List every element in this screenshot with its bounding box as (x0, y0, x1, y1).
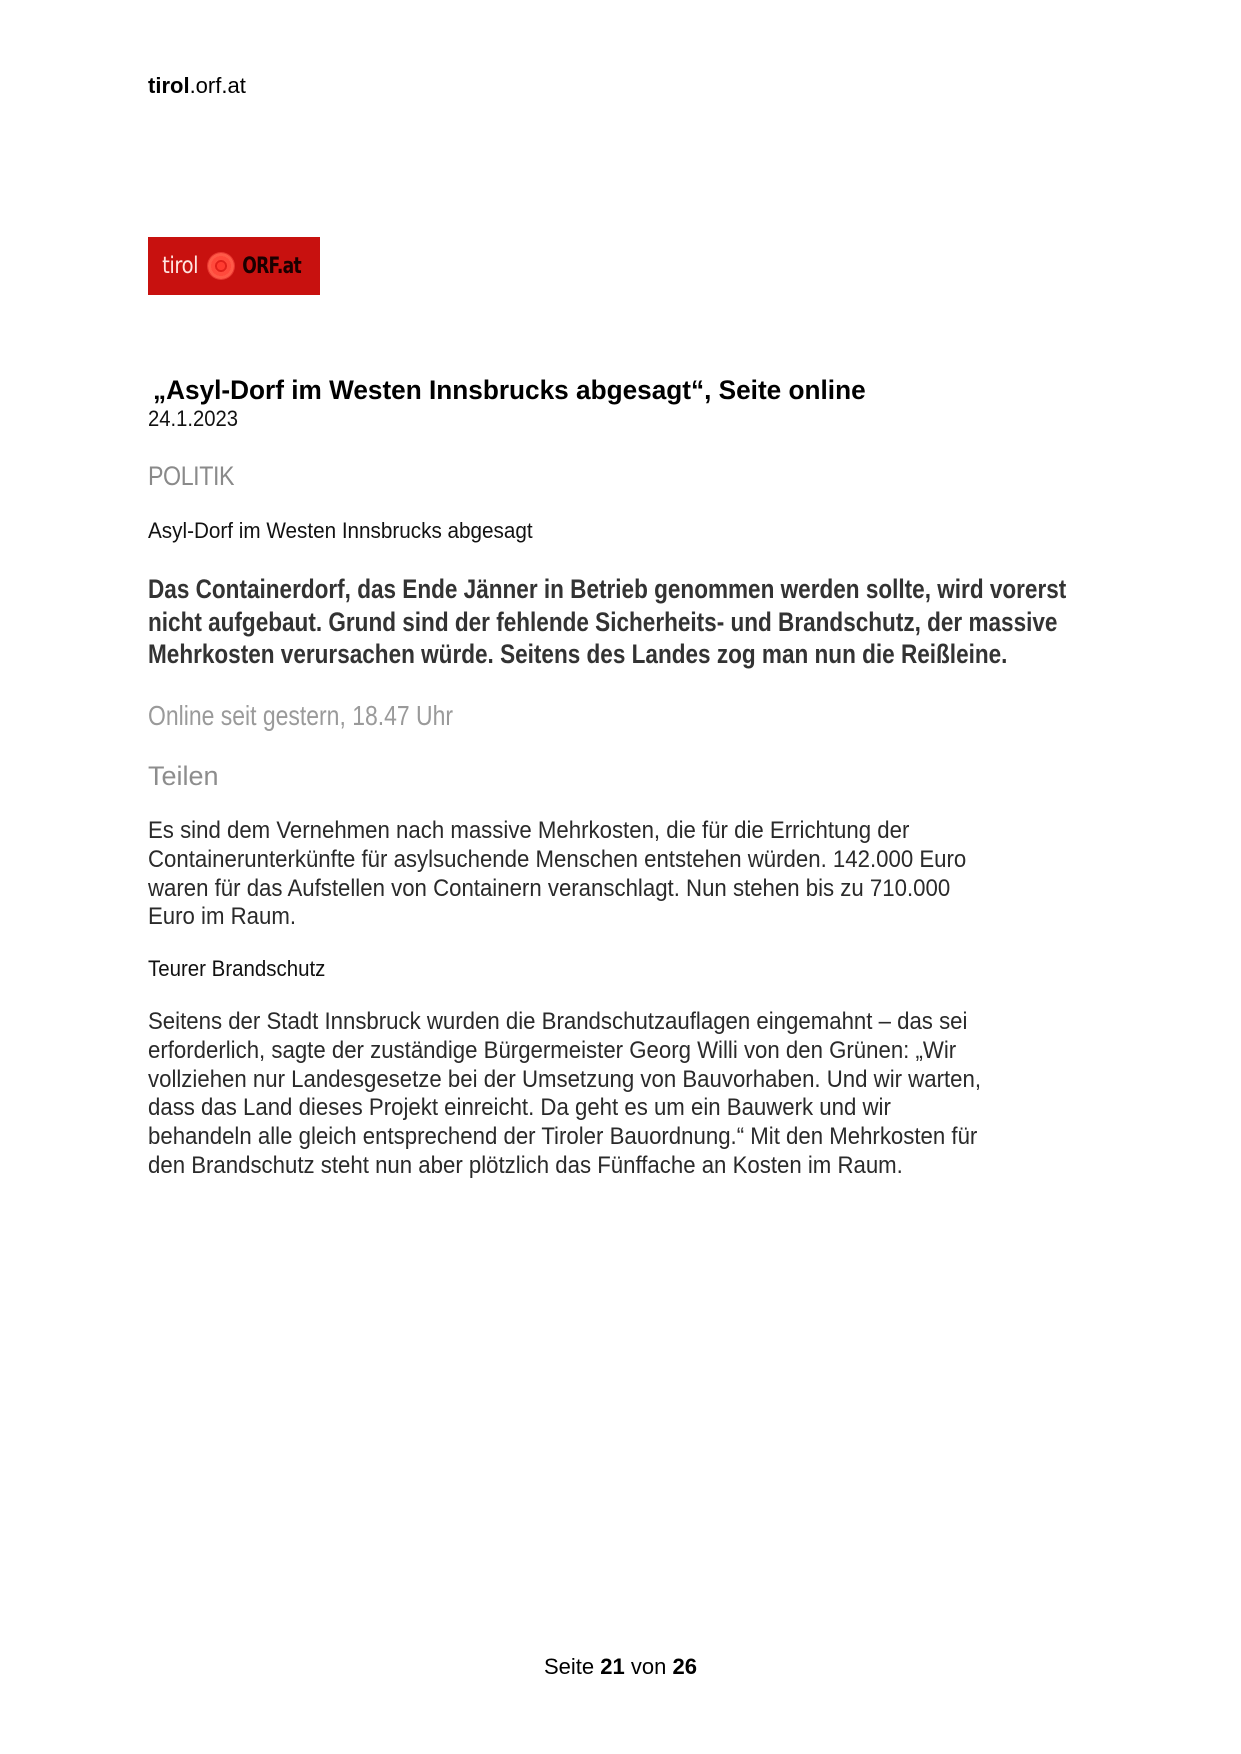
paragraph-line: erforderlich, sagte der zuständige Bürgermeister Georg Willi von den Grünen: „Wir (148, 1036, 957, 1064)
lead-line: Das Containerdorf, das Ende Jänner in Betrieb genommen werden sollte, wird vorerst (148, 574, 1067, 604)
article-lead (148, 573, 1083, 671)
site-header (148, 73, 246, 99)
paragraph-line: Seitens der Stadt Innsbruck wurden die Brandschutzauflagen eingemahnt – das sei (148, 1008, 968, 1035)
lead-line: Mehrkosten verursachen würde. Seitens des Landes zog man nun die Reißleine. (148, 639, 1008, 669)
logo-region-text: tirol (162, 253, 199, 279)
paragraph-line: Euro im Raum. (148, 903, 297, 931)
orf-tirol-logo (148, 237, 320, 295)
site-name-bold: tirol (148, 73, 190, 98)
paragraph-line: Containerunterkünfte für asylsuchende Menschen entstehen würden. 142.000 Euro (148, 845, 967, 873)
article-paragraph-2 (148, 1008, 1166, 1181)
paragraph-line: behandeln alle gleich entsprechend der Tiroler Bauordnung.“ Mit den Mehrkosten für (148, 1123, 978, 1151)
document-title: „Asyl-Dorf im Westen Innsbrucks abgesagt“, Seite online (153, 375, 866, 405)
article-headline: Asyl-Dorf im Westen Innsbrucks abgesagt (148, 518, 533, 543)
paragraph-line: vollziehen nur Landesgesetze bei der Umsetzung von Bauvorhaben. Und wir warten, (148, 1065, 981, 1093)
page-footer (0, 1654, 1241, 1680)
article-category: POLITIK (148, 461, 235, 491)
share-button[interactable]: Teilen (148, 761, 219, 791)
site-name-domain: .orf.at (189, 73, 246, 98)
paragraph-line: den Brandschutz steht nun aber plötzlich das Fünffache an Kosten im Raum. (148, 1151, 903, 1179)
paragraph-line: waren für das Aufstellen von Containern veranschlagt. Nun stehen bis zu 710.000 (148, 874, 951, 902)
online-since-timestamp: Online seit gestern, 18.47 Uhr (148, 700, 454, 731)
of-label: von (630, 1654, 667, 1679)
section-heading: Teurer Brandschutz (148, 956, 326, 981)
current-page-number: 21 (600, 1654, 625, 1679)
article-paragraph-1 (148, 817, 1166, 932)
logo-brand-text: ORF.at (241, 253, 301, 279)
orf-ring-icon (208, 253, 234, 279)
page-label: Seite (544, 1654, 595, 1679)
paragraph-line: dass das Land dieses Projekt einreicht. Da geht es um ein Bauwerk und wir (148, 1094, 891, 1122)
total-pages-number: 26 (672, 1654, 697, 1679)
paragraph-line: Es sind dem Vernehmen nach massive Mehrkosten, die für die Errichtung der (148, 817, 910, 844)
document-date: 24.1.2023 (148, 406, 239, 431)
lead-line: nicht aufgebaut. Grund sind der fehlende Sicherheits- und Brandschutz, der massive (148, 606, 1058, 637)
